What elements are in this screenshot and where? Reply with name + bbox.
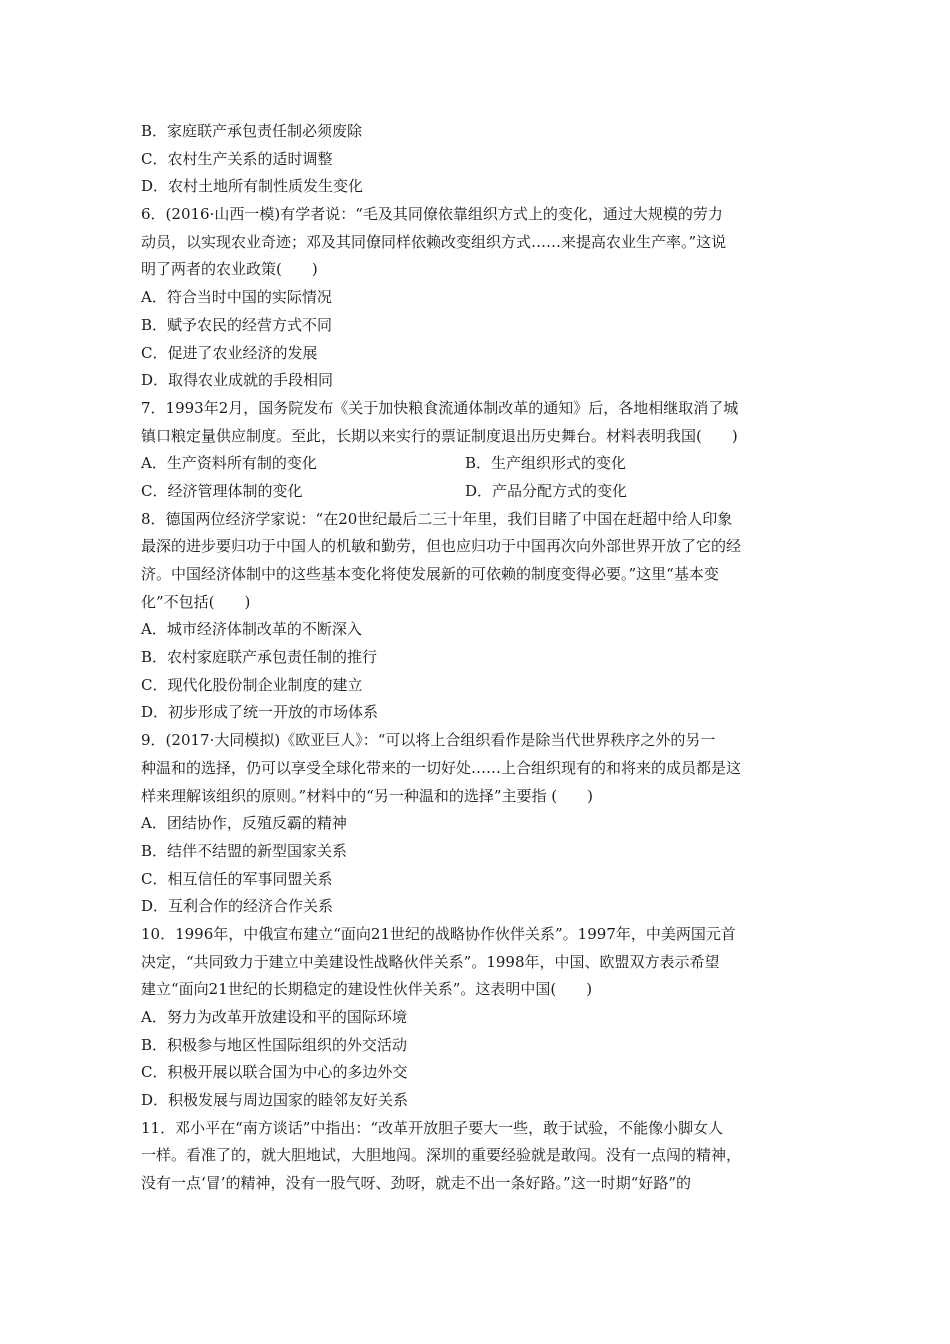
q11-stem-line: 没有一点‘冒’的精神，没有一股气呀、劲呀，就走不出一条好路。”这一时期“好路”的 xyxy=(141,1174,692,1193)
option-c: C．农村生产关系的适时调整 xyxy=(141,149,333,168)
q9-option-a: A．团结协作，反殖反霸的精神 xyxy=(141,814,347,833)
q7-option-d: D．产品分配方式的变化 xyxy=(465,481,628,500)
q8-stem-line: 最深的进步要归功于中国人的机敏和勤劳，但也应归功于中国再次向外部世界开放了它的经 xyxy=(141,537,742,556)
q6-stem-line: 动员，以实现农业奇迹；邓及其同僚同样依赖改变组织方式……来提高农业生产率。”这说 xyxy=(141,232,727,251)
q9-stem-line: 9．(2017·大同模拟)《欧亚巨人》：“可以将上合组织看作是除当代世界秩序之外的另一 xyxy=(141,731,716,750)
q8-stem-line: 8．德国两位经济学家说：“在20世纪最后二三十年里，我们目睹了中国在赶超中给人印象 xyxy=(141,509,733,528)
q10-stem-line: 建立“面向21世纪的长期稳定的建设性伙伴关系”。这表明中国( ) xyxy=(141,980,593,999)
q8-option-d: D．初步形成了统一开放的市场体系 xyxy=(141,703,379,722)
q10-stem-line: 决定，“共同致力于建立中美建设性战略伙伴关系”。1998年，中国、欧盟双方表示希望 xyxy=(141,952,720,971)
q7-option-a: A．生产资料所有制的变化 xyxy=(141,454,317,473)
option-d: D．农村土地所有制性质发生变化 xyxy=(141,177,364,196)
q11-stem-line: 11．邓小平在“南方谈话”中指出：“改革开放胆子要大一些，敢于试验，不能像小脚女人 xyxy=(141,1118,724,1137)
q6-stem-line: 明了两者的农业政策( ) xyxy=(141,260,318,279)
q11-stem-line: 一样。看准了的，就大胆地试，大胆地闯。深圳的重要经验就是敢闯。没有一点闯的精神， xyxy=(141,1146,742,1165)
q8-option-b: B．农村家庭联产承包责任制的推行 xyxy=(141,648,378,667)
q6-option-b: B．赋予农民的经营方式不同 xyxy=(141,315,333,334)
q7-options-row xyxy=(141,450,811,478)
q9-stem-line: 种温和的选择，仍可以享受全球化带来的一切好处……上合组织现有的和将来的成员都是这 xyxy=(141,758,742,777)
document-page xyxy=(141,118,811,1198)
q10-option-b: B．积极参与地区性国际组织的外交活动 xyxy=(141,1035,408,1054)
q8-option-c: C．现代化股份制企业制度的建立 xyxy=(141,675,363,694)
q8-stem-line: 济。中国经济体制中的这些基本变化将使发展新的可依赖的制度变得必要。”这里“基本变 xyxy=(141,565,719,583)
q6-option-d: D．取得农业成就的手段相同 xyxy=(141,371,334,390)
q10-option-c: C．积极开展以联合国为中心的多边外交 xyxy=(141,1063,408,1082)
q10-stem-line: 10．1996年，中俄宣布建立“面向21世纪的战略协作伙伴关系”。1997年，中美两国元首 xyxy=(141,924,736,943)
q7-stem-line: 镇口粮定量供应制度。至此，长期以来实行的票证制度退出历史舞台。材料表明我国( ) xyxy=(141,426,738,445)
q6-option-a: A．符合当时中国的实际情况 xyxy=(141,288,332,307)
q7-option-b: B．生产组织形式的变化 xyxy=(465,454,627,473)
q6-stem-line: 6．(2016·山西一模)有学者说：“毛及其同僚依靠组织方式上的变化，通过大规模的劳力 xyxy=(141,205,723,224)
q7-stem-line: 7．1993年2月，国务院发布《关于加快粮食流通体制改革的通知》后，各地相继取消了城 xyxy=(141,398,739,417)
q10-option-a: A．努力为改革开放建设和平的国际环境 xyxy=(141,1008,407,1026)
option-b: B．家庭联产承包责任制必须废除 xyxy=(141,122,363,140)
q9-option-b: B．结伴不结盟的新型国家关系 xyxy=(141,841,348,860)
q9-stem-line: 样来理解该组织的原则。”材料中的“另一种温和的选择”主要指 ( ) xyxy=(141,786,593,805)
q7-option-c: C．经济管理体制的变化 xyxy=(141,481,303,500)
q8-stem-line: 化”不包括( ) xyxy=(141,592,251,611)
q9-option-d: D．互利合作的经济合作关系 xyxy=(141,897,334,916)
q9-option-c: C．相互信任的军事同盟关系 xyxy=(141,869,333,888)
q10-option-d: D．积极发展与周边国家的睦邻友好关系 xyxy=(141,1091,409,1110)
q8-option-a: A．城市经济体制改革的不断深入 xyxy=(141,620,362,639)
q6-option-c: C．促进了农业经济的发展 xyxy=(141,343,318,362)
q7-options-row xyxy=(141,478,811,506)
